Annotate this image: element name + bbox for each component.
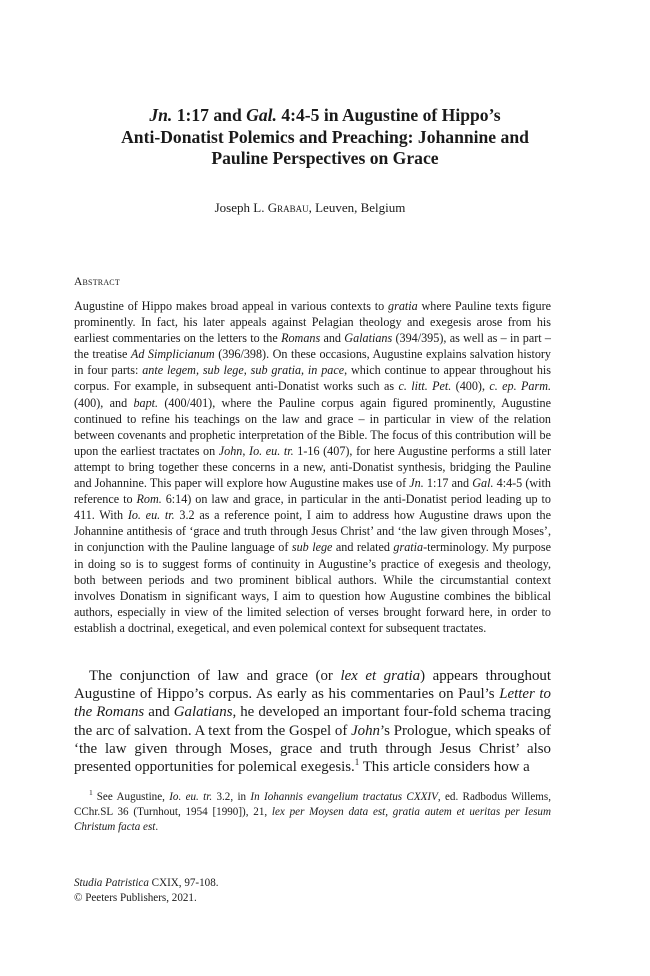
italic-term: Letter to the Romans: [74, 686, 552, 721]
body-paragraph: [74, 667, 551, 776]
footnote: [74, 790, 551, 836]
text-run: (400/401), where the Pauline corpus again figured prominently, Augustine continued to refine his teachings on the law and grace – in particular in view of the relation between covenants and prophetic interpretation of the Bible. The focus of this contribution will be upon the earliest tractates on: [74, 395, 551, 458]
italic-term: ante legem, sub lege, sub gratia, in pace: [142, 363, 345, 378]
italic-term: In Iohannis evangelium tractatus CXXIV: [250, 791, 438, 803]
text-run: Augustine of Hippo makes broad appeal in various contexts to: [74, 299, 389, 313]
italic-term: John: [218, 443, 243, 458]
text-run: -terminology. My purpose in doing so is to suggest forms of continuity in Augustine’s practice of exegesis and theology, both between periods and two prominent biblical authors. While the circumstantial context involves Donatism in significant ways, I aim to question how Augustine combines the biblical authors, especially in view of the limited selection of verses brought forward here, in order to establish a doctrinal, exegetical, and even polemical context for subsequent tractates.: [74, 540, 551, 635]
italic-term: Io. eu. tr.: [127, 508, 175, 523]
journal-volume: CXIX, 97-108.: [148, 877, 219, 889]
author-line: [60, 200, 560, 216]
text-run: 3.2 as a reference point, I aim to address how Augustine draws upon the Johannine antithesis of ‘grace and truth through Jesus Christ’ and ‘the law given through Moses’, in conjunction with the Pauline language of: [74, 508, 551, 555]
author-first-name: Joseph L.: [214, 200, 268, 215]
text-run: (396/398). On these occasions, Augustine explains salvation history in four parts:: [74, 347, 552, 378]
author-surname: Grabau: [267, 200, 309, 215]
text-run: 1:17 and: [423, 476, 473, 491]
italic-term: Rom.: [136, 492, 162, 507]
italic-term: gratia: [388, 299, 418, 313]
italic-term: Gal.: [472, 476, 494, 491]
citation-line: [74, 876, 219, 891]
footnote-reference: 1: [354, 757, 360, 768]
author-affiliation: , Leuven, Belgium: [308, 200, 406, 215]
text-run: ) appears throughout Augustine of Hippo’s corpus. As early as his commentaries on Paul’s: [74, 668, 552, 703]
italic-term: bapt.: [133, 395, 159, 410]
copyright-line: © Peeters Publishers, 2021.: [74, 892, 197, 905]
title-ref-gal: Gal.: [246, 105, 277, 125]
italic-term: lex per Moysen data est, gratia autem et ueritas per Iesum Christum facta est: [74, 806, 551, 834]
footnote-text: [74, 791, 551, 833]
text-run: .: [155, 821, 159, 834]
italic-term: Galatians: [344, 331, 393, 346]
journal-name: Studia Patristica: [74, 877, 149, 889]
text-run: , he developed an important four-fold schema tracing the arc of salvation. A text from the Gospel of: [74, 704, 551, 739]
italic-term: Galatians: [173, 704, 233, 721]
text-run: 4:4-5 (with reference to: [74, 476, 552, 507]
italic-term: Io. eu. tr.: [249, 443, 294, 458]
article-title: [60, 105, 590, 170]
italic-term: Jn.: [409, 476, 424, 491]
italic-term: Ad Simplicianum: [130, 347, 215, 362]
text-run: , which continue to appear throughout his corpus. For example, in subsequent anti-Donatist works such as: [74, 363, 551, 394]
italic-term: lex et gratia: [340, 668, 421, 684]
text-run: and: [144, 704, 174, 721]
italic-term: John: [351, 722, 381, 739]
title-text: 1:17 and: [172, 105, 247, 125]
text-run: , ed. Radbodus Willems, CChr.SL 36 (Turnhout, 1954 [1990]), 21,: [74, 791, 551, 819]
text-run: and related: [332, 540, 394, 555]
text-run: This article considers how a: [359, 759, 530, 776]
text-run: (400),: [451, 379, 490, 394]
italic-term: Romans: [281, 331, 321, 346]
text-run: ,: [242, 443, 250, 458]
title-ref-jn: Jn.: [149, 105, 173, 125]
italic-term: c. ep. Parm.: [489, 379, 551, 394]
text-run: and: [320, 331, 345, 346]
text-run: (400), and: [74, 395, 134, 410]
title-line-2: Anti-Donatist Polemics and Preaching: Johannine and: [121, 126, 529, 147]
text-run: 6:14) on law and grace, in particular in the anti-Donatist period leading up to 411. With: [74, 492, 551, 523]
publication-citation: [74, 876, 219, 906]
text-run: (394/395), as well as – in part – the treatise: [74, 331, 551, 362]
text-run: 3.2, in: [212, 791, 251, 803]
title-text: 4:4-5 in Augustine of Hippo’s: [276, 105, 501, 125]
text-run: 1-16 (407), for here Augustine performs a still later attempt to bring together these concerns in a new, anti-Donatist synthesis, bridging the Pauline and Johannine. This paper will explore how Augustine makes use of: [74, 443, 551, 491]
italic-term: Io. eu. tr.: [169, 791, 213, 803]
text-run: ’s Prologue, which speaks of ‘the law given through Moses, grace and truth through Jesus Christ’ also presented opportunities for polemical exegesis.: [74, 722, 551, 776]
abstract-text: [74, 298, 551, 636]
abstract-heading: Abstract: [74, 276, 120, 288]
text-run: The conjunction of law and grace (or: [89, 668, 341, 684]
italic-term: gratia: [393, 540, 424, 555]
title-line-1: [60, 105, 590, 127]
text-run: where Pauline texts figure prominently. In fact, his later appeals against Pelagian theology and exegesis arose from his earliest commentaries on the letters to the: [74, 299, 551, 346]
footnote-number: 1: [89, 788, 93, 798]
text-run: See Augustine,: [96, 791, 170, 803]
italic-term: c. litt. Pet.: [398, 379, 452, 394]
title-line-3: Pauline Perspectives on Grace: [211, 148, 439, 168]
italic-term: sub lege: [291, 540, 333, 555]
